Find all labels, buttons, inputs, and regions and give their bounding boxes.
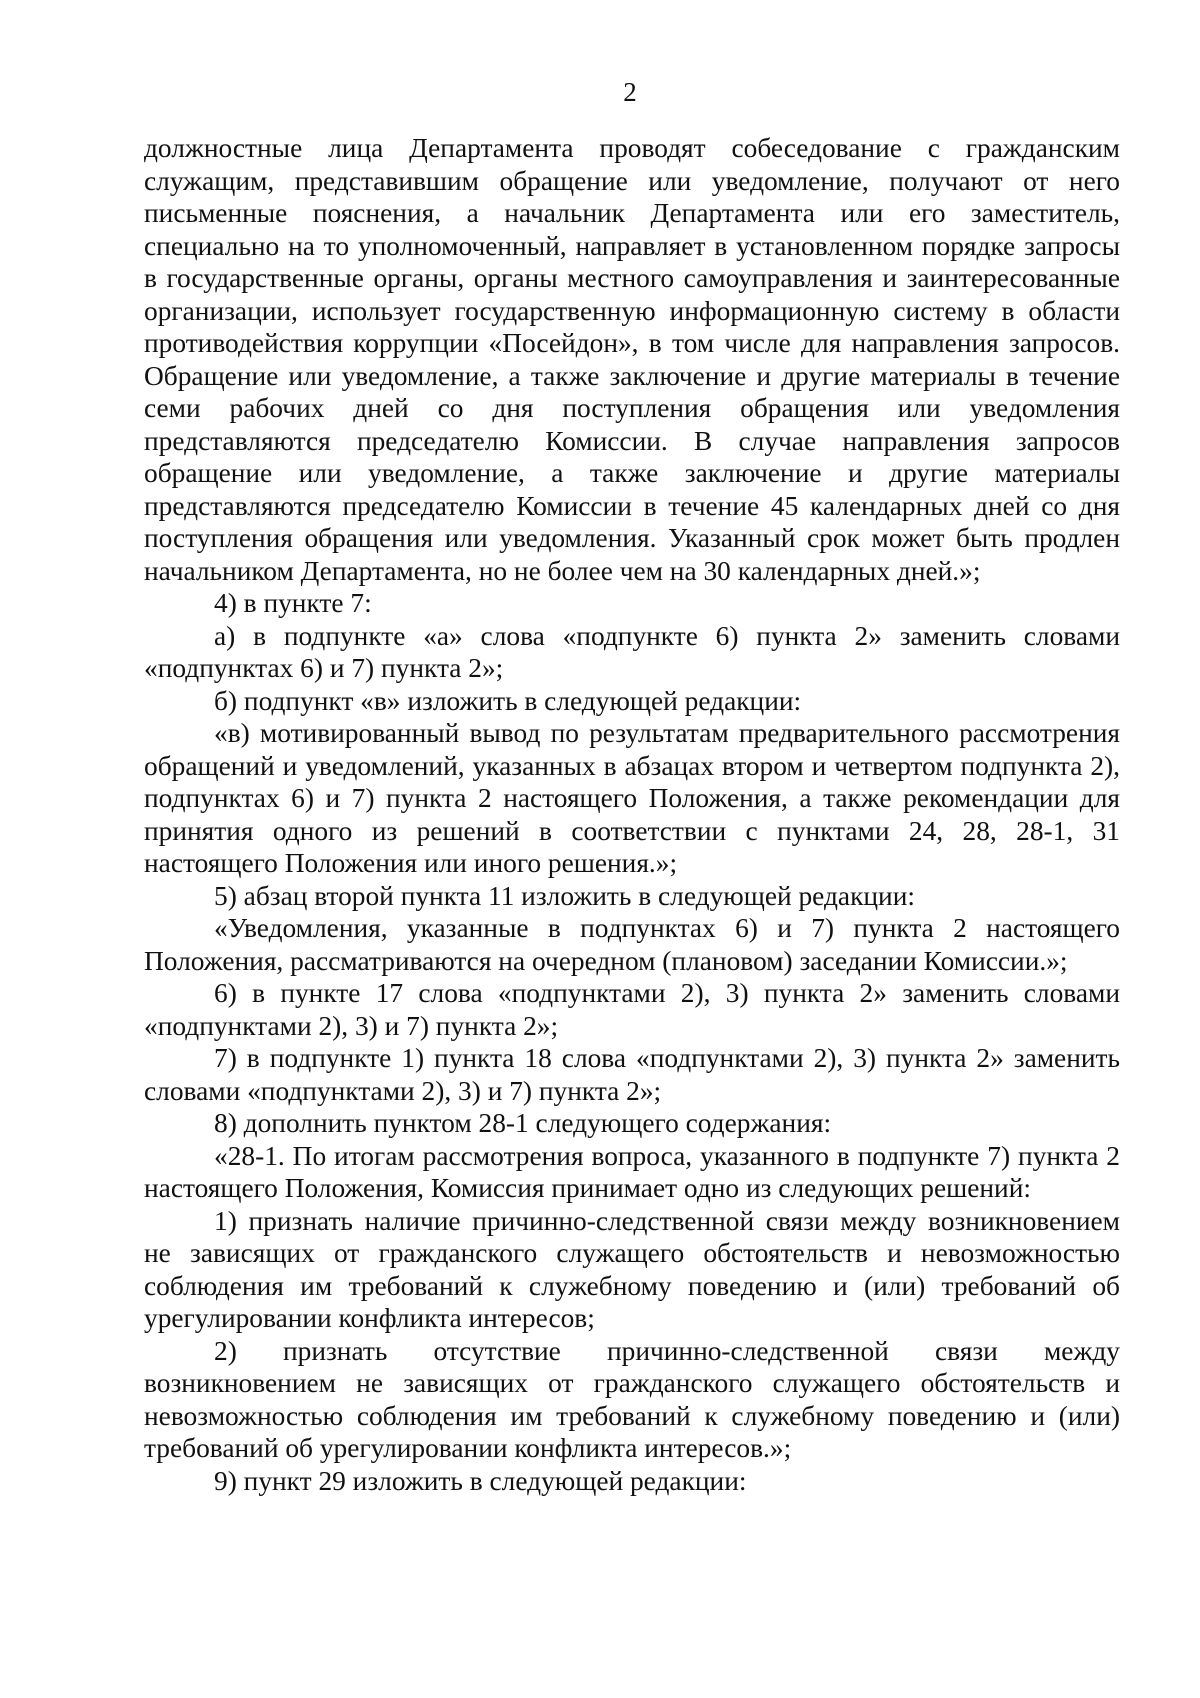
paragraph-continuation: должностные лица Департамента проводят собеседование с гражданским служащим, представившим обращение или уведомление, получают от него письменные пояснения, а начальник Департамента или его заместитель, специально на то уполномоченный, направляет в установленном порядке запросы в государственные органы, органы местного самоуправления и заинтересованные организации, использует государственную информационную систему в области противодействия коррупции «Посейдон», в том числе для направления запросов. Обращение или уведомление, а также заключение и другие материалы в течение семи рабочих дней со дня поступления обращения или уведомления представляются председателю Комиссии. В случае направления запросов обращение или уведомление, а также заключение и другие материалы представляются председателю Комиссии в течение 45 календарных дней со дня поступления обращения или уведомления. Указанный срок может быть продлен начальником Департамента, но не более чем на 30 календарных дней.»; [144,133,1120,586]
paragraph-item-4a: а) в подпункте «а» слова «подпункте 6) пункта 2» заменить словами «подпунктах 6) и 7) пункта 2»; [144,620,1120,683]
paragraph-item-4: 4) в пункте 7: [214,588,372,618]
paragraph-item-8: 8) дополнить пунктом 28-1 следующего содержания: [214,1108,832,1138]
paragraph-item-28-1-decision-2: 2) признать отсутствие причинно-следственной связи между возникновением не зависящих от гражданского служащего обстоятельств и невозможностью соблюдения им требований к служебному поведению и (или) требований об урегулировании конфликта интересов.»; [144,1335,1120,1463]
paragraph-item-7: 7) в подпункте 1) пункта 18 слова «подпунктами 2), 3) пункта 2» заменить словами «подпунктами 2), 3) и 7) пункта 2»; [144,1043,1120,1106]
paragraph-item-5-text: «Уведомления, указанные в подпунктах 6) и 7) пункта 2 настоящего Положения, рассматриваются на очередном (плановом) заседании Комиссии.»; [144,913,1120,976]
page-number: 2 [623,77,637,107]
paragraph-item-9: 9) пункт 29 изложить в следующей редакции: [214,1465,747,1496]
paragraph-item-6: 6) в пункте 17 слова «подпунктами 2), 3) пункта 2» заменить словами «подпунктами 2), 3) и 7) пункта 2»; [144,978,1120,1041]
document-body [144,132,1120,1497]
paragraph-item-5: 5) абзац второй пункта 11 изложить в следующей редакции: [214,880,915,911]
paragraph-item-28-1: «28-1. По итогам рассмотрения вопроса, указанного в подпункте 7) пункта 2 настоящего Положения, Комиссия принимает одно из следующих решений: [144,1140,1120,1203]
paragraph-item-4b: б) подпункт «в» изложить в следующей редакции: [214,685,802,716]
paragraph-item-28-1-decision-1: 1) признать наличие причинно-следственной связи между возникновением не зависящих от гражданского служащего обстоятельств и невозможностью соблюдения им требований к служебному поведению и (или) требований об урегулировании конфликта интересов; [144,1205,1120,1333]
paragraph-item-4b-text: «в) мотивированный вывод по результатам предварительного рассмотрения обращений и уведомлений, указанных в абзацах втором и четвертом подпункта 2), подпунктах 6) и 7) пункта 2 настоящего Положения, а также рекомендации для принятия одного из решений в соответствии с пунктами 24, 28, 28-1, 31 настоящего Положения или иного решения.»; [144,718,1120,878]
